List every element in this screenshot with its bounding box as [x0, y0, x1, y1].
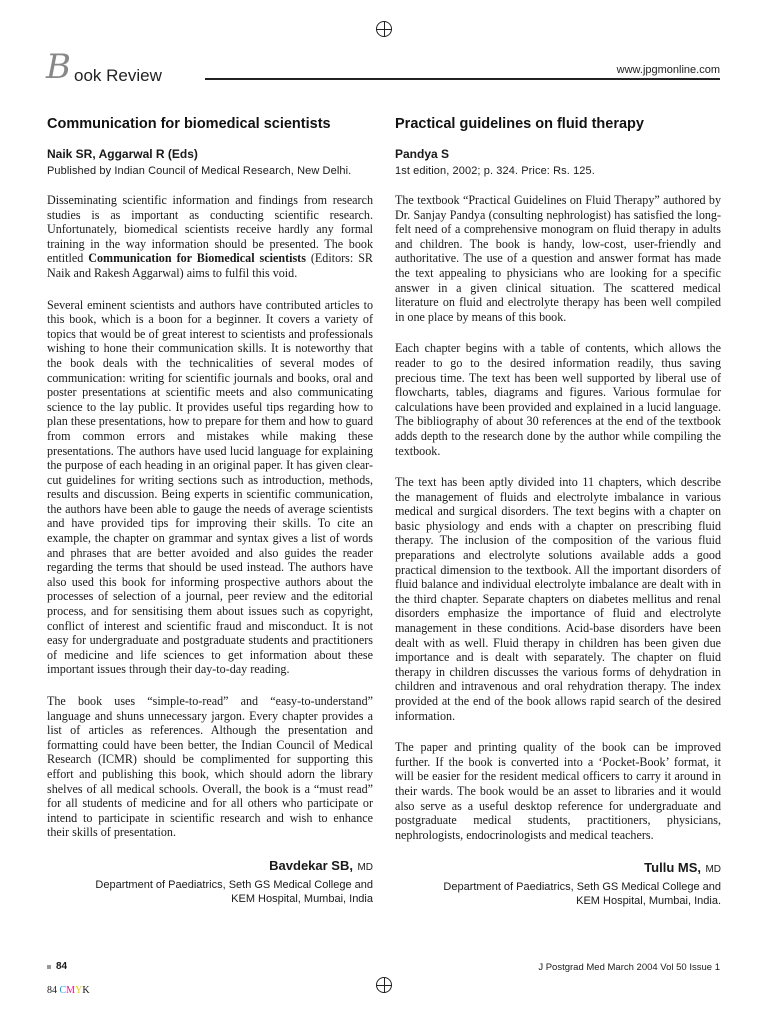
- section-title: ook Review: [74, 66, 162, 85]
- paragraph: The book uses “simple-to-read” and “easy-to-understand” language and shuns unnecessary jargon. Every chapter provides a list of articles as references. Although the presentation and formatting could have been better, the Indian Council of Medical Research (ICMR) should be complimented for supporting this effort and publishing this book, which should adorn the library shelves of all medical schools. Overall, the book is a “must read” for all students of medicine and for all others who participate or intend to participate in scientific research and wish to enhance their skills of presentation.: [47, 694, 373, 840]
- review-authors: Pandya S: [395, 147, 450, 161]
- review-title: Communication for biomedical scientists: [47, 116, 331, 132]
- registration-mark-icon: [376, 977, 392, 993]
- page-number: 84: [56, 961, 68, 972]
- review-left: [47, 116, 373, 906]
- reviewer-degree: MD: [357, 861, 373, 873]
- paragraph: The text has been aptly divided into 11 chapters, which describe the management of fluids and electrolyte imbalance in various medical and surgical disorders. The text begins with a chapter on basic physiology and ends with a chapter on prescribing fluid therapy. The inclusion of the composition of the various fluid preparations and electrolyte solutions available adds a good practical dimension to the textbook. All the important disorders of fluid balance and individual electrolyte imbalance are dealt with in the third chapter. Separate chapters on diabetes mellitus and renal disorders emphasize the importance of fluid and electrolyte management in these conditions. Acid-base disorders have been dealt with as well. Fluid therapy in children has been given due importance and is dealt with separately. The chapter on fluid therapy in children discusses the various forms of dehydration in children and intravenous and oral rehydration therapy. The index provided at the end of the book allows rapid search of the desired information.: [395, 475, 721, 723]
- book-title: Communication for Biomedical scientists: [88, 251, 306, 266]
- review-body: [395, 193, 721, 842]
- reviewer-block: [47, 857, 373, 906]
- reviewer-affiliation: Department of Paediatrics, Seth GS Medical College and KEM Hospital, Mumbai, India: [95, 878, 373, 905]
- reviewer-block: [395, 859, 721, 908]
- paragraph: Several eminent scientists and authors have contributed articles to this book, which is a boon for a beginner. It covers a variety of topics that would be of great interest to scientists and professionals wishing to hone their communication skills. It is noteworthy that the book deals with the technicalities of several modes of communication: writing for scientific journals and books, oral and poster presentations at scientific meets and also communicating science to the lay public. It provides useful tips regarding how to plan these presentations, how to prepare for them and how to guard from common errors and mistakes while making these presentations. The authors have used lucid language for explaining the purpose of each heading in an original paper. It has given clear-cut guidelines for writing sections such as introduction, methods, results and discussion. Being experts in scientific communication, the authors have been able to gauge the needs of average scientists and have provided tips for improving their skills. To cite an example, the chapter on grammar and syntax gives a list of words and phrases that are better avoided and also guides the reader regarding the terms that should be used instead. The authors have also used this book for informing prospective authors about the processes of selection of a journal, peer review and the editorial process, and for sensitising them about issues such as copyright, conflict of interest and scientific fraud and misconduct. It is not easy for undergraduate and postgraduate students and practitioners of medicine and life sciences to get information about these important issues through their day-to-day reading.: [47, 297, 373, 677]
- reviewer-degree: MD: [705, 864, 721, 876]
- paragraph: The paper and printing quality of the book can be improved further. If the book is converted into a ‘Pocket-Book’ format, it will be easier for the resident medical officers to carry it around in their wards. The book would be an asset to libraries and it would also serve as a useful desktop reference for undergraduate and postgraduate medical students, practitioners, physicians, nephrologists, endocrinologists and medical teachers.: [395, 740, 721, 842]
- header-rule: [205, 78, 720, 80]
- paragraph: The textbook “Practical Guidelines on Fluid Therapy” authored by Dr. Sanjay Pandya (consulting nephrologist) has satisfied the long-felt need of a comprehensive monogram on fluid therapy in adults and children. The book is handy, low-cost, user-friendly and authoritative. The use of a question and answer format has made the text appealing to physicians who are looking for a specific answer in a given clinical situation. The scattered medical literature on fluid and electrolyte therapy has been well compiled in one place by means of this book.: [395, 193, 721, 324]
- paragraph: Each chapter begins with a table of contents, which allows the reader to go to the desired information readily, thus saving precious time. The text has been well supported by liberal use of flowcharts, tables, diagrams and figures. Various formulae for calculations have been provided and explained in a lucid language. The bibliography of about 30 references at the end of the textbook adds depth to the research done by the author while compiling the textbook.: [395, 341, 721, 458]
- reviewer-name: Bavdekar SB,: [269, 857, 353, 873]
- registration-mark-icon: [376, 21, 392, 37]
- footer-bullet-icon: [47, 965, 51, 969]
- review-publisher: 1st edition, 2002; p. 324. Price: Rs. 125.: [395, 165, 595, 177]
- journal-citation: J Postgrad Med March 2004 Vol 50 Issue 1: [538, 962, 720, 973]
- review-title: Practical guidelines on fluid therapy: [395, 116, 644, 132]
- print-slug: 84 CMYK: [47, 985, 90, 996]
- review-publisher: Published by Indian Council of Medical Research, New Delhi.: [47, 165, 352, 177]
- reviewer-affiliation: Department of Paediatrics, Seth GS Medical College and KEM Hospital, Mumbai, India.: [443, 881, 721, 908]
- section-initial: B: [46, 47, 71, 87]
- reviewer-name: Tullu MS,: [644, 860, 701, 876]
- journal-url: www.jpgmonline.com: [616, 64, 720, 76]
- review-right: [395, 116, 721, 908]
- review-body: [47, 193, 373, 840]
- paragraph: Disseminating scientific information and findings from research studies is as important as conducting scientific research. Unfortunately, biomedical scientists receive hardly any formal training in the way information should be presented. The book entitled Communication for Biomedical scientists (Editors: SR Naik and Rakesh Aggarwal) aims to fulfil this void.: [47, 193, 373, 280]
- review-authors: Naik SR, Aggarwal R (Eds): [47, 147, 198, 161]
